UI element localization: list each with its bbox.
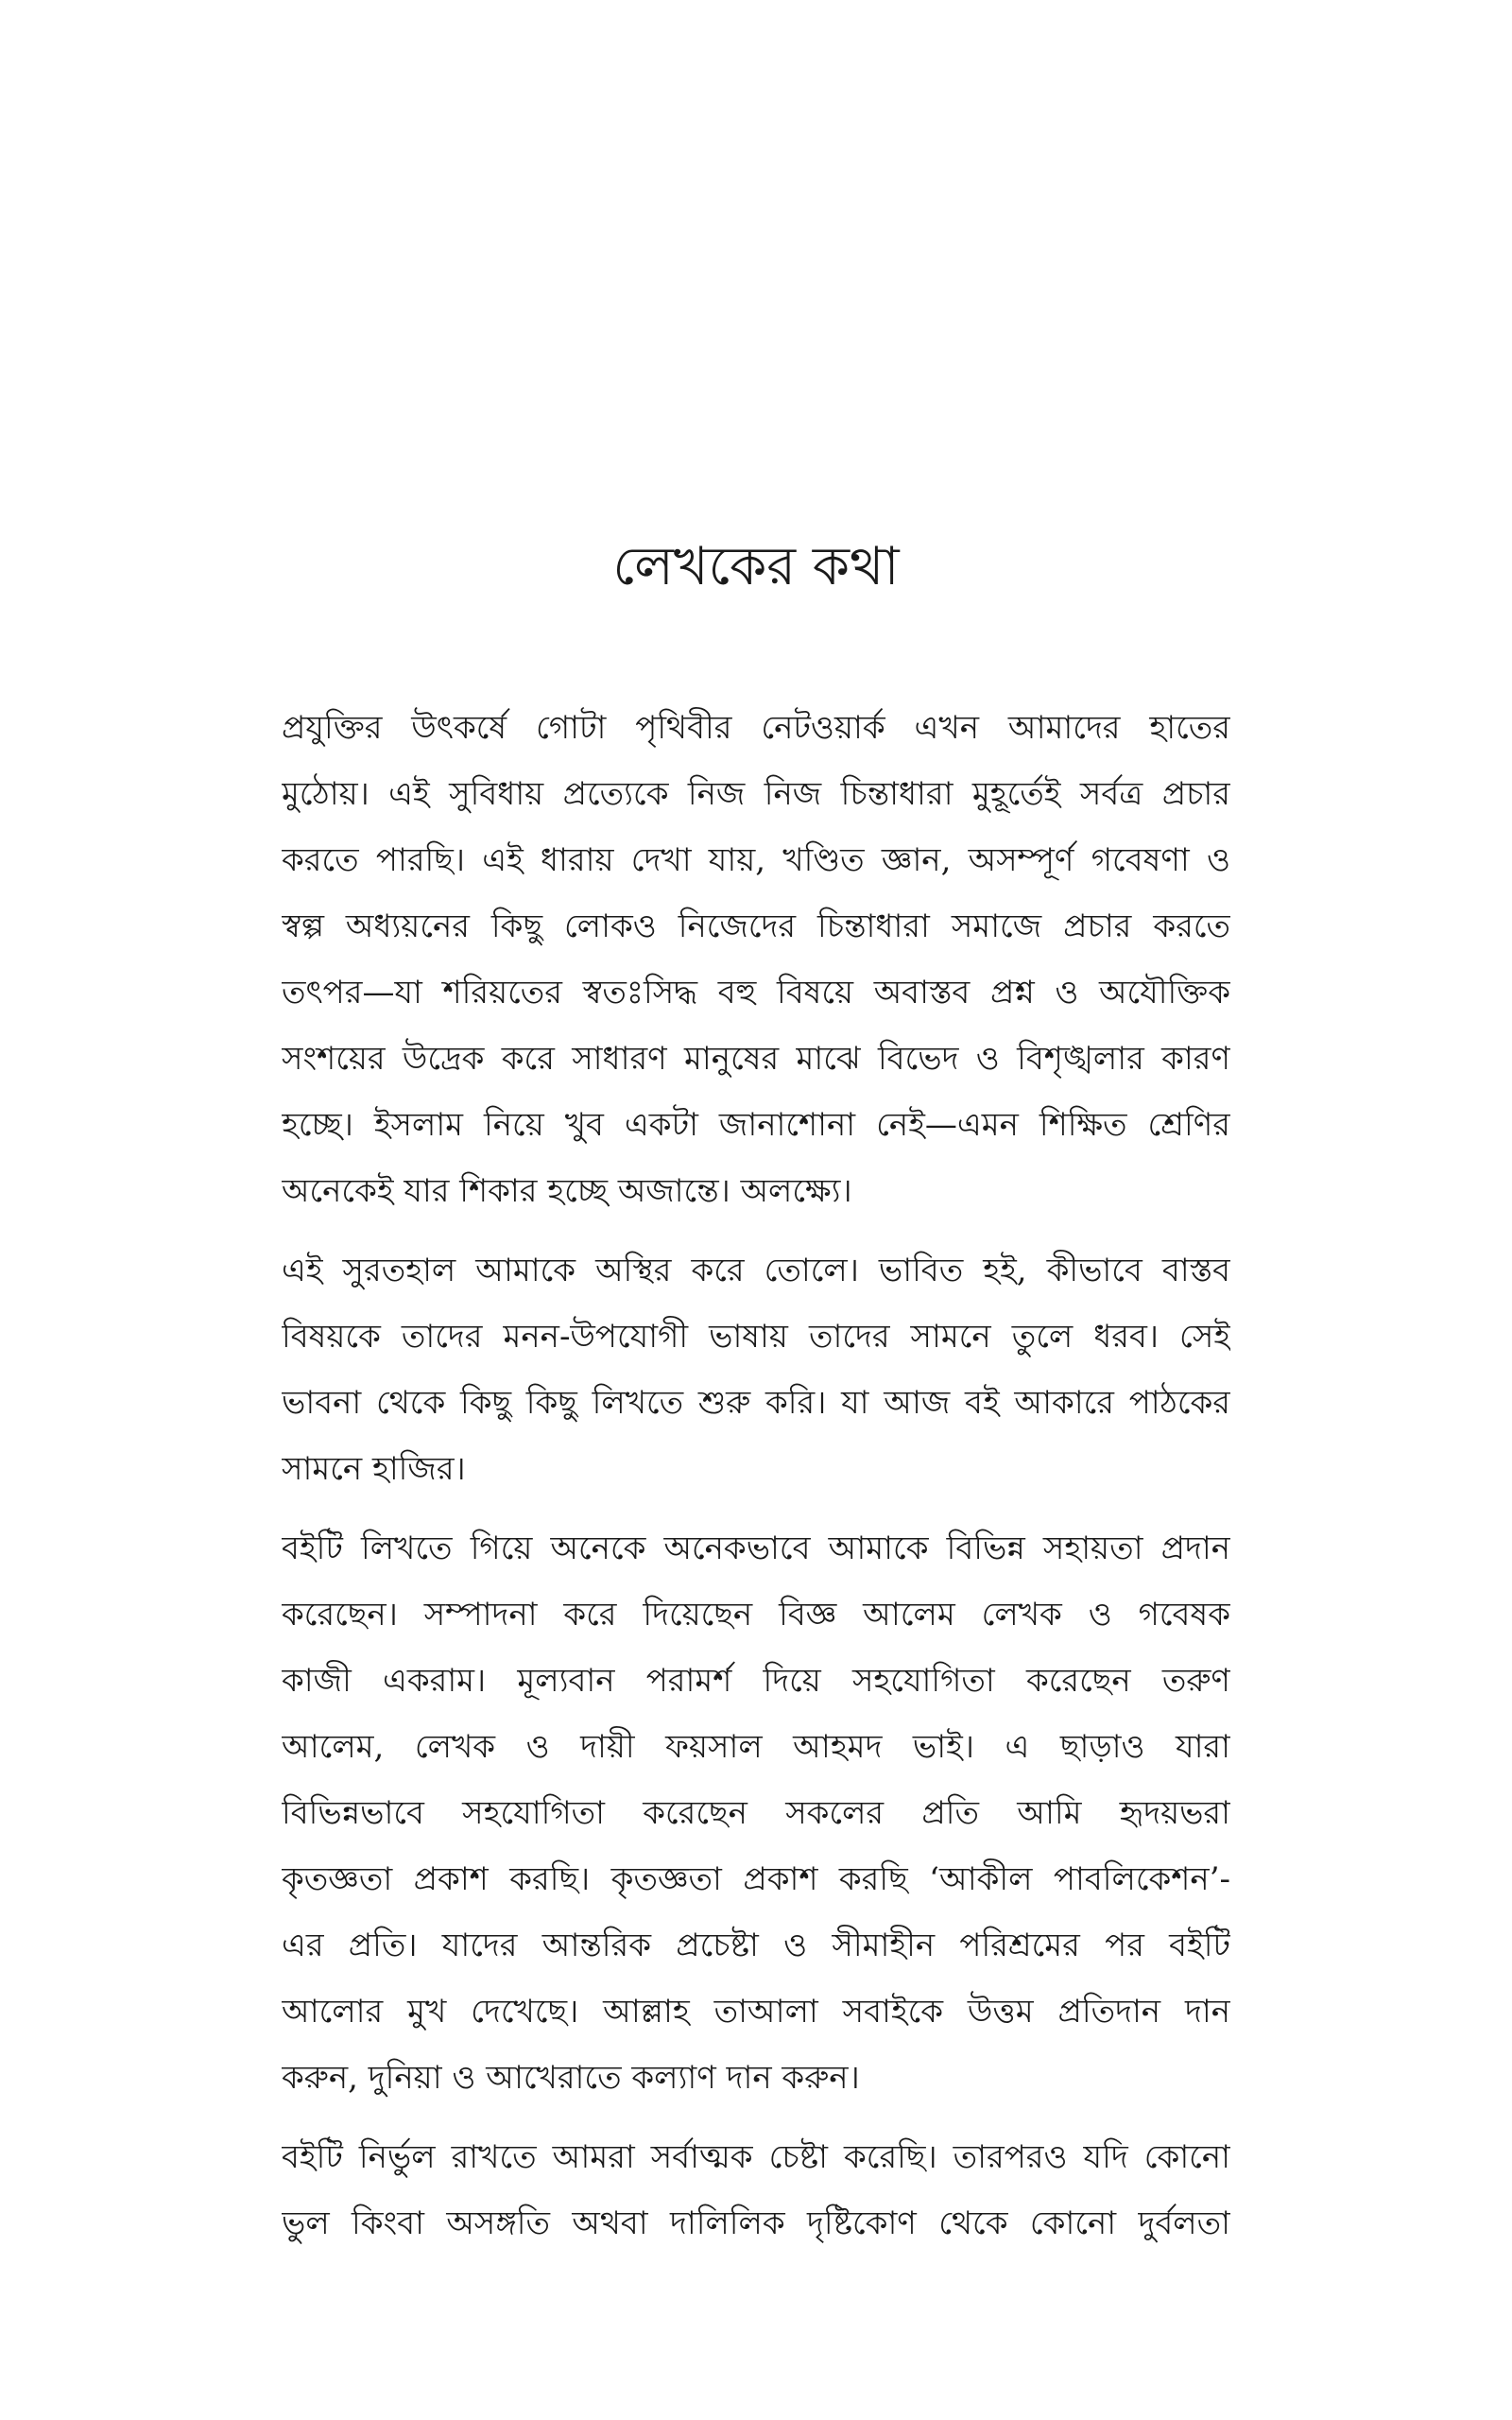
- text-line: এর প্রতি। যাদের আন্তরিক প্রচেষ্টা ও সীমাহীন পরিশ্রমের পর বইটি: [282, 1927, 1230, 1964]
- text-line: বিষয়কে তাদের মনন-উপযোগী ভাষায় তাদের সামনে তুলে ধরব। সেই: [282, 1318, 1230, 1356]
- text-line: মুঠোয়। এই সুবিধায় প্রত্যেকে নিজ নিজ চিন্তাধারা মুহূর্তেই সর্বত্র প্রচার: [282, 775, 1230, 813]
- text-line: কৃতজ্ঞতা প্রকাশ করছি। কৃতজ্ঞতা প্রকাশ করছি ‘আকীল পাবলিকেশন’-: [282, 1860, 1230, 1898]
- text-line: ভুল কিংবা অসঙ্গতি অথবা দালিলিক দৃষ্টিকোণ থেকে কোনো দুর্বলতা: [282, 2204, 1230, 2242]
- text-line: এই সুরতহাল আমাকে অস্থির করে তোলে। ভাবিত হই, কীভাবে বাস্তব: [282, 1252, 1230, 1289]
- text-line: বইটি লিখতে গিয়ে অনেকে অনেকভাবে আমাকে বিভিন্ন সহায়তা প্রদান: [282, 1530, 1230, 1567]
- text-line: প্রযুক্তির উৎকর্ষে গোটা পৃথিবীর নেটওয়ার্ক এখন আমাদের হাতের: [282, 709, 1230, 747]
- text-line: সামনে হাজির।: [282, 1450, 466, 1488]
- text-line: আলোর মুখ দেখেছে। আল্লাহ তাআলা সবাইকে উত্তম প্রতিদান দান: [282, 1993, 1230, 2031]
- text-line: অনেকেই যার শিকার হচ্ছে অজান্তে। অলক্ষ্যে।: [282, 1172, 852, 1210]
- text-line: স্বল্প অধ্যয়নের কিছু লোকও নিজেদের চিন্তাধারা সমাজে প্রচার করতে: [282, 908, 1230, 945]
- paragraph-1: [282, 695, 1230, 1224]
- page-title: লেখকের কথা: [612, 536, 900, 597]
- text-line: ভাবনা থেকে কিছু কিছু লিখতে শুরু করি। যা আজ বই আকারে পাঠকের: [282, 1384, 1230, 1422]
- text-line: করুন, দুনিয়া ও আখেরাতে কল্যাণ দান করুন।: [282, 2059, 860, 2097]
- text-line: তৎপর—যা শরিয়তের স্বতঃসিদ্ধ বহু বিষয়ে অবাস্তব প্রশ্ন ও অযৌক্তিক: [282, 974, 1230, 1011]
- paragraph-4: [282, 2124, 1230, 2256]
- body-text: [282, 695, 1230, 2270]
- text-line: হচ্ছে। ইসলাম নিয়ে খুব একটা জানাশোনা নেই—এমন শিক্ষিত শ্রেণির: [282, 1106, 1230, 1144]
- text-line: আলেম, লেখক ও দায়ী ফয়সাল আহমদ ভাই। এ ছাড়াও যারা: [282, 1728, 1230, 1766]
- text-line: করতে পারছি। এই ধারায় দেখা যায়, খণ্ডিত জ্ঞান, অসম্পূর্ণ গবেষণা ও: [282, 841, 1230, 879]
- text-line: বিভিন্নভাবে সহযোগিতা করেছেন সকলের প্রতি আমি হৃদয়ভরা: [282, 1794, 1230, 1832]
- text-line: সংশয়ের উদ্রেক করে সাধারণ মানুষের মাঝে বিভেদ ও বিশৃঙ্খলার কারণ: [282, 1040, 1230, 1078]
- paragraph-3: [282, 1515, 1230, 2111]
- text-line: বইটি নির্ভুল রাখতে আমরা সর্বাত্মক চেষ্টা করেছি। তারপরও যদি কোনো: [282, 2138, 1230, 2176]
- text-line: কাজী একরাম। মূল্যবান পরামর্শ দিয়ে সহযোগিতা করেছেন তরুণ: [282, 1662, 1230, 1700]
- text-line: করেছেন। সম্পাদনা করে দিয়েছেন বিজ্ঞ আলেম লেখক ও গবেষক: [282, 1596, 1230, 1634]
- paragraph-2: [282, 1237, 1230, 1502]
